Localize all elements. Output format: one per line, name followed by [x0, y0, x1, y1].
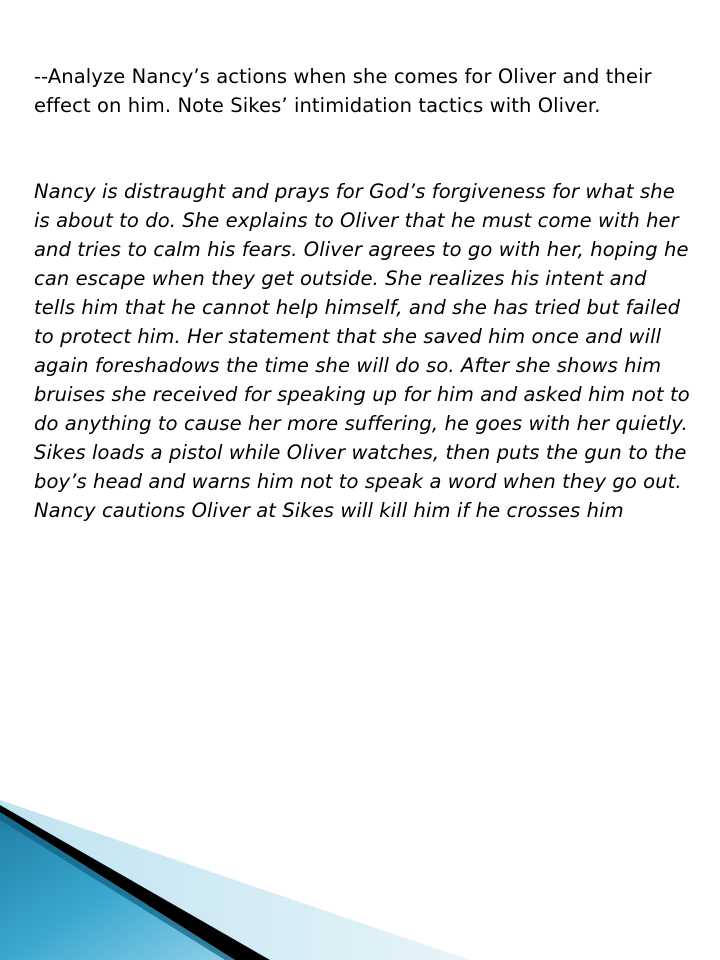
corner-decoration: [0, 780, 720, 960]
answer-text: Nancy is distraught and prays for God’s forgiveness for what she is about to do. She explains to Oliver that he must come with her and tries to calm his fears. Oliver agrees to go with her, hoping he can escape when they get outside. She realizes his intent and tells him that he cannot help himself, and she has tried but failed to protect him. Her statement that she saved him once and will again foreshadows the time she will do so. After she shows him bruises she received for speaking up for him and asked him not to do anything to cause her more suffering, he goes with her quietly. Sikes loads a pistol while Oliver watches, then puts the gun to the boy’s head and warns him not to speak a word when they go out. Nancy cautions Oliver at Sikes will kill him if he crosses him: [34, 180, 690, 522]
prompt-text: --Analyze Nancy’s actions when she comes for Oliver and their effect on him. Note Sikes’ intimidation tactics with Oliver.: [34, 65, 652, 117]
